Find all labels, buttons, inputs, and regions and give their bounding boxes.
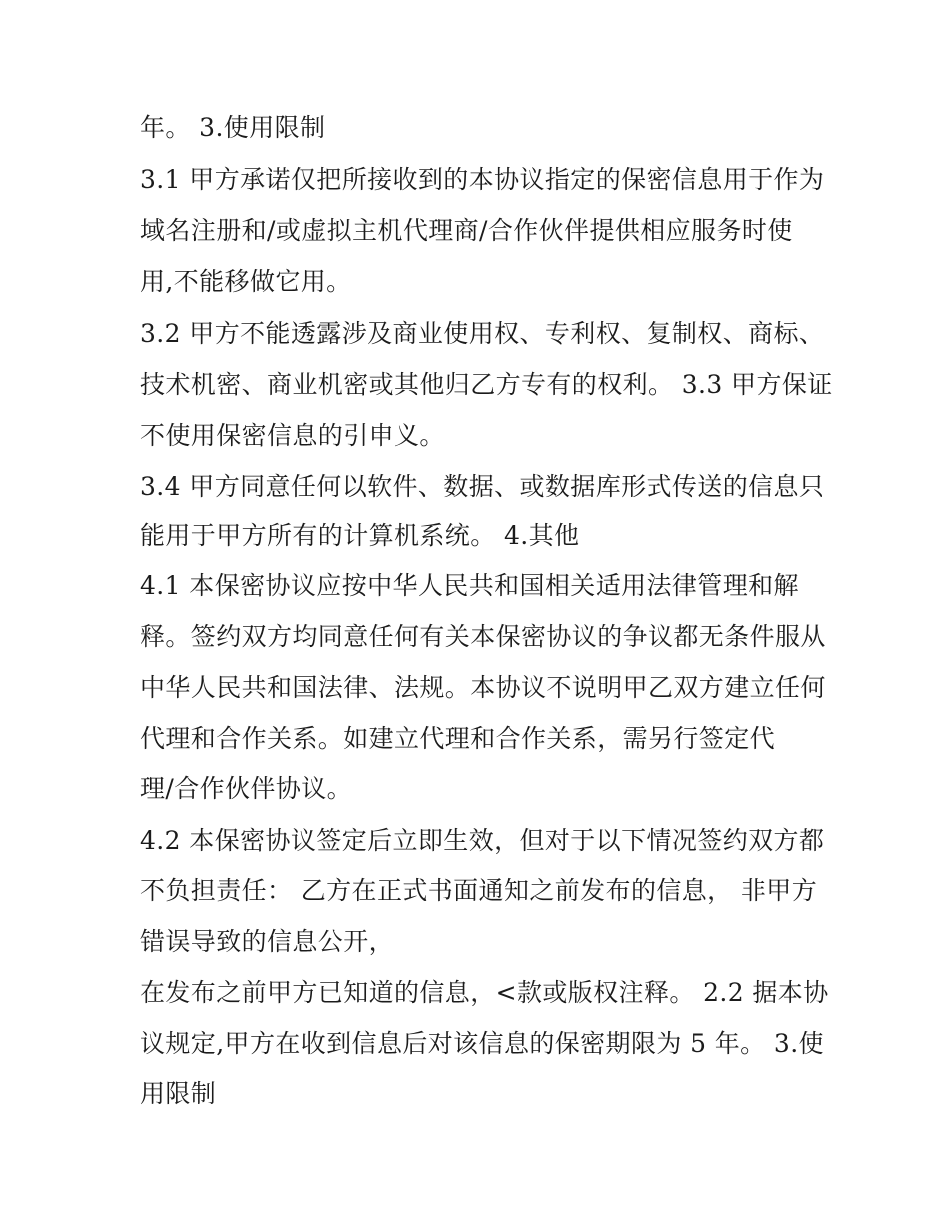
text-line: 年。 3.使用限制 bbox=[140, 113, 326, 142]
text-line: 中华人民共和国法律、法规。本协议不说明甲乙双方建立任何 bbox=[140, 673, 826, 702]
text-line: 3.4 甲方同意任何以软件、数据、或数据库形式传送的信息只 bbox=[140, 472, 825, 501]
text-line: 域名注册和/或虚拟主机代理商/合作伙伴提供相应服务时使 bbox=[140, 216, 793, 245]
text-line: 在发布之前甲方已知道的信息，<款或版权注释。 2.2 据本协 bbox=[140, 978, 829, 1007]
text-line: 技术机密、商业机密或其他归乙方专有的权利。 3.3 甲方保证 bbox=[140, 370, 833, 399]
text-line: 4.1 本保密协议应按中华人民共和国相关适用法律管理和解 bbox=[140, 571, 799, 600]
text-line: 用限制 bbox=[140, 1079, 217, 1108]
text-line: 用,不能移做它用。 bbox=[140, 267, 352, 296]
text-line: 3.2 甲方不能透露涉及商业使用权、专利权、复制权、商标、 bbox=[140, 319, 825, 348]
text-line: 理/合作伙伴协议。 bbox=[140, 774, 353, 803]
text-line: 能用于甲方所有的计算机系统。 4.其他 bbox=[140, 521, 580, 550]
text-line: 释。签约双方均同意任何有关本保密协议的争议都无条件服从 bbox=[140, 622, 826, 651]
text-line: 议规定,甲方在收到信息后对该信息的保密期限为 5 年。 3.使 bbox=[140, 1029, 824, 1058]
text-line: 4.2 本保密协议签定后立即生效，但对于以下情况签约双方都 bbox=[140, 826, 825, 855]
text-line: 3.1 甲方承诺仅把所接收到的本协议指定的保密信息用于作为 bbox=[140, 165, 825, 194]
text-line: 不使用保密信息的引申义。 bbox=[140, 421, 445, 450]
text-line: 不负担责任： 乙方在正式书面通知之前发布的信息， 非甲方 bbox=[140, 876, 818, 905]
text-line: 错误导致的信息公开， bbox=[140, 927, 395, 956]
text-line: 代理和合作关系。如建立代理和合作关系，需另行签定代 bbox=[140, 724, 776, 753]
